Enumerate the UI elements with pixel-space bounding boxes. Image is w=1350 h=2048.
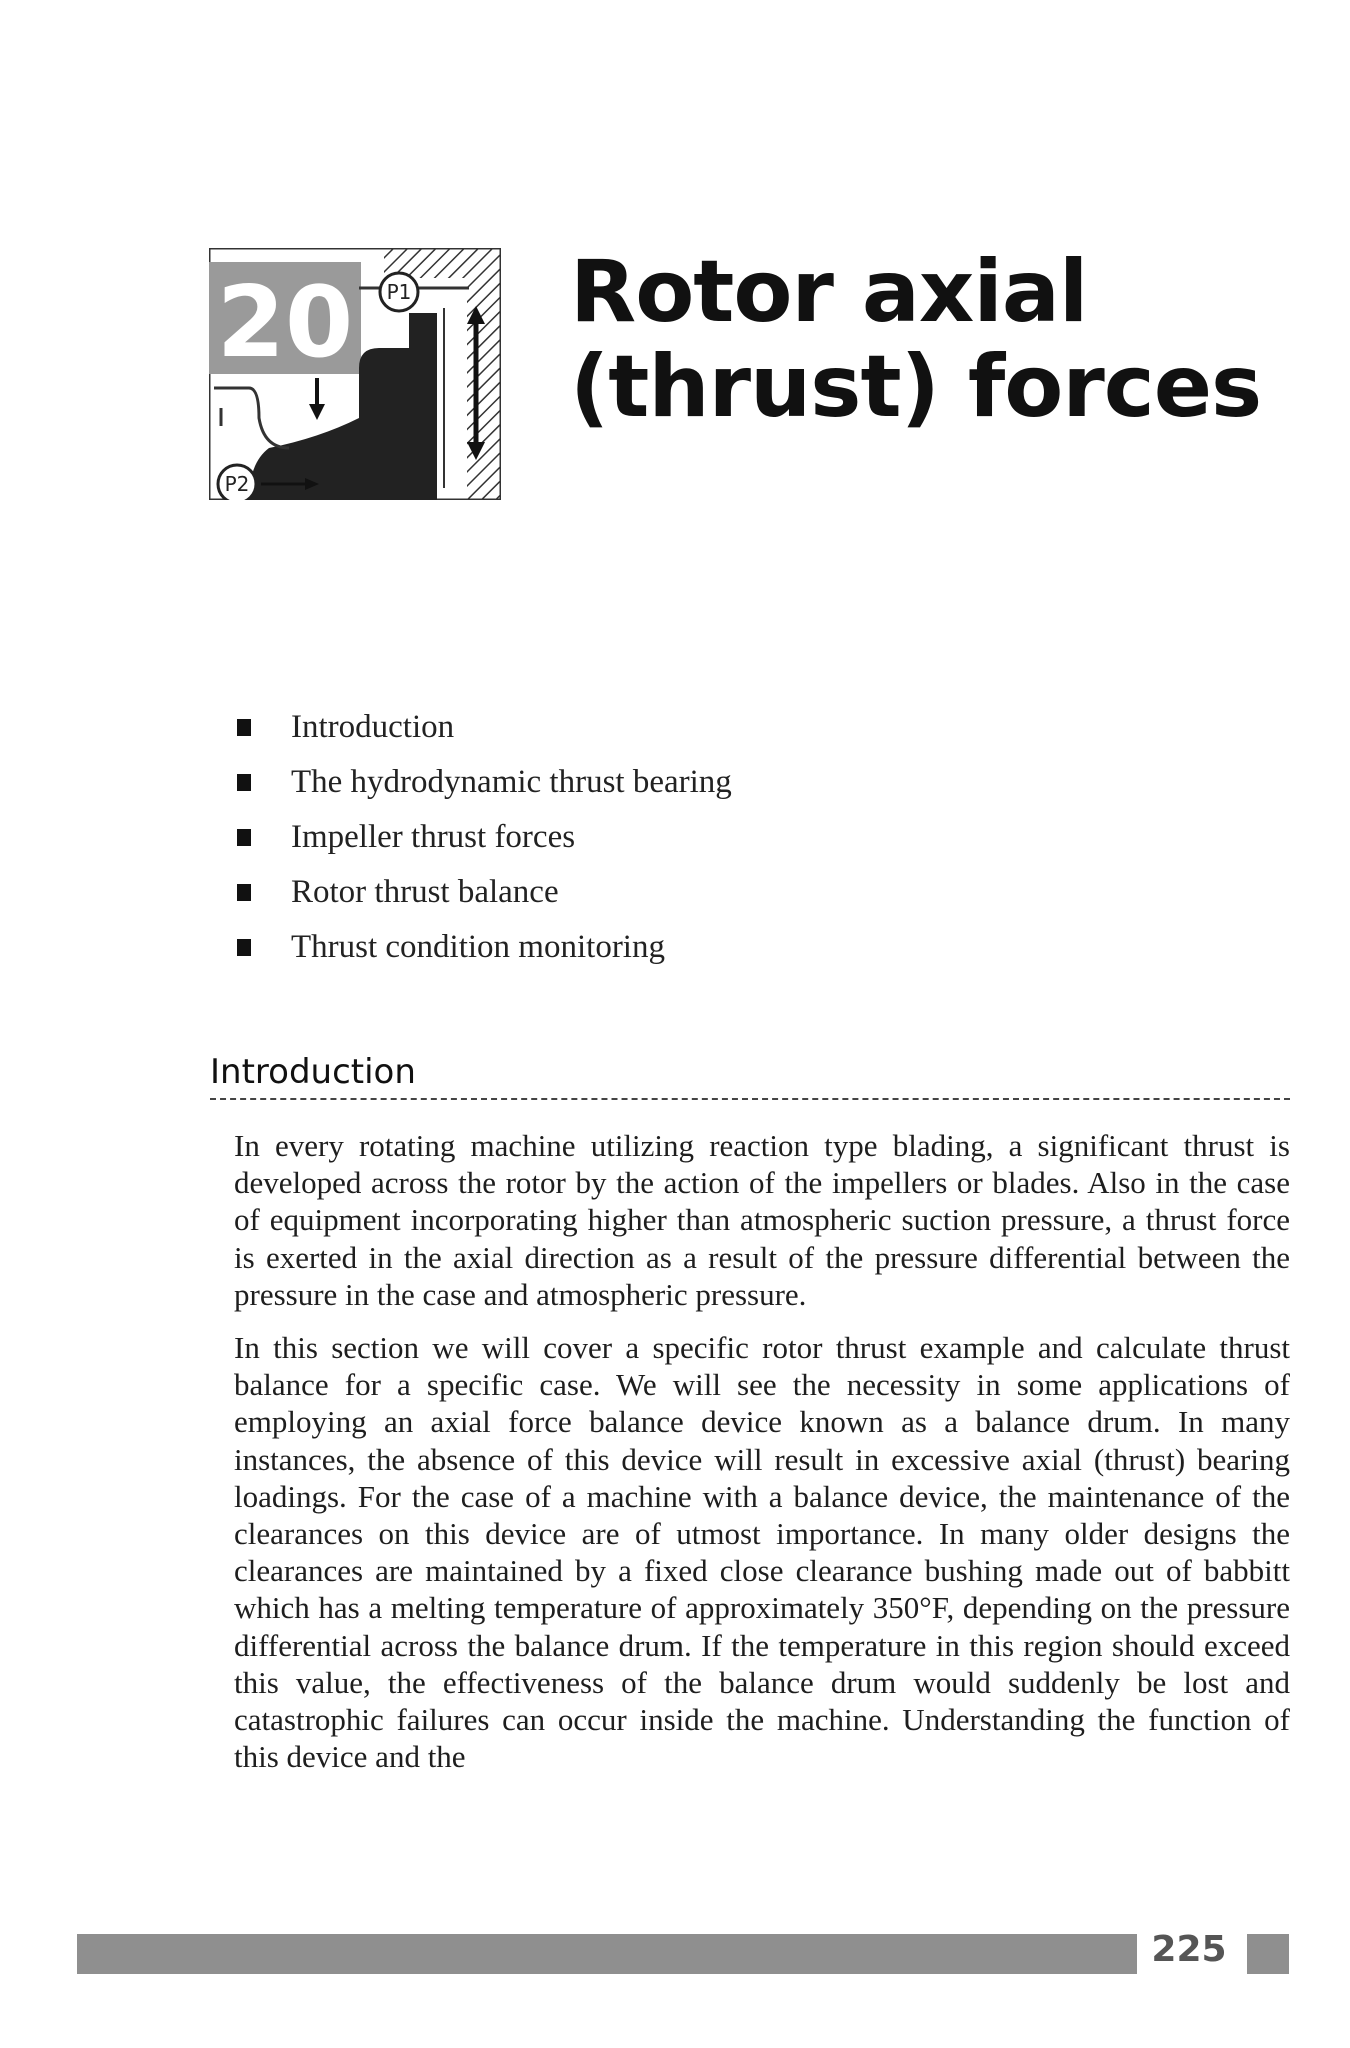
chapter-contents-list xyxy=(237,700,732,975)
contents-item-label: Rotor thrust balance xyxy=(291,874,559,910)
rotor-thrust-diagram-icon xyxy=(209,248,501,500)
contents-item-label: The hydrodynamic thrust bearing xyxy=(291,764,732,800)
contents-item-label: Impeller thrust forces xyxy=(291,819,576,855)
section-divider xyxy=(210,1098,1290,1100)
list-item xyxy=(237,700,732,755)
bullet-icon xyxy=(237,939,251,956)
list-item xyxy=(237,920,732,975)
contents-item-label: Introduction xyxy=(291,709,455,745)
contents-item-label: Thrust condition monitoring xyxy=(291,929,665,965)
footer-bar xyxy=(77,1934,1137,1974)
p2-label: P2 xyxy=(224,472,250,496)
paragraph: In this section we will cover a specific rotor thrust example and calculate thrust balance for a specific case. We will see the necessity in some applications of employing an axial force balance device known as a balance drum. In many instances, the absence of this device will result in excessive axial (thrust) bearing loadings. For the case of a machine with a balance device, the maintenance of the clearances on this device are of utmost importance. In many older designs the clearances are maintained by a fixed close clearance bushing made out of babbitt which has a melting temperature of approximately 350°F, depending on the pressure differential across the balance drum. If the temperature in this region should exceed this value, the effectiveness of the balance drum would suddenly be lost and catastrophic failures can occur inside the machine. Understanding the function of this device and the xyxy=(234,1330,1290,1775)
p1-label: P1 xyxy=(386,280,412,304)
section-heading: Introduction xyxy=(210,1052,416,1092)
chapter-title-line-1: Rotor axial xyxy=(570,242,1088,342)
chapter-title-line-2: (thrust) forces xyxy=(570,336,1262,437)
section-body xyxy=(234,1127,1290,1791)
chapter-title xyxy=(570,242,1262,437)
bullet-icon xyxy=(237,719,251,736)
list-item xyxy=(237,755,732,810)
bullet-icon xyxy=(237,774,251,791)
chapter-number: 20 xyxy=(216,266,354,380)
bullet-icon xyxy=(237,884,251,901)
bullet-icon xyxy=(237,829,251,846)
chapter-emblem xyxy=(209,248,501,500)
list-item xyxy=(237,810,732,865)
footer-block xyxy=(1247,1934,1289,1974)
paragraph: In every rotating machine utilizing reaction type blading, a significant thrust is developed across the rotor by the action of the impellers or blades. Also in the case of equipment incorporating higher than atmospheric suction pressure, a thrust force is exerted in the axial direction as a result of the pressure differential between the pressure in the case and atmospheric pressure. xyxy=(234,1128,1290,1312)
list-item xyxy=(237,865,732,920)
page-number: 225 xyxy=(1151,1929,1227,1970)
